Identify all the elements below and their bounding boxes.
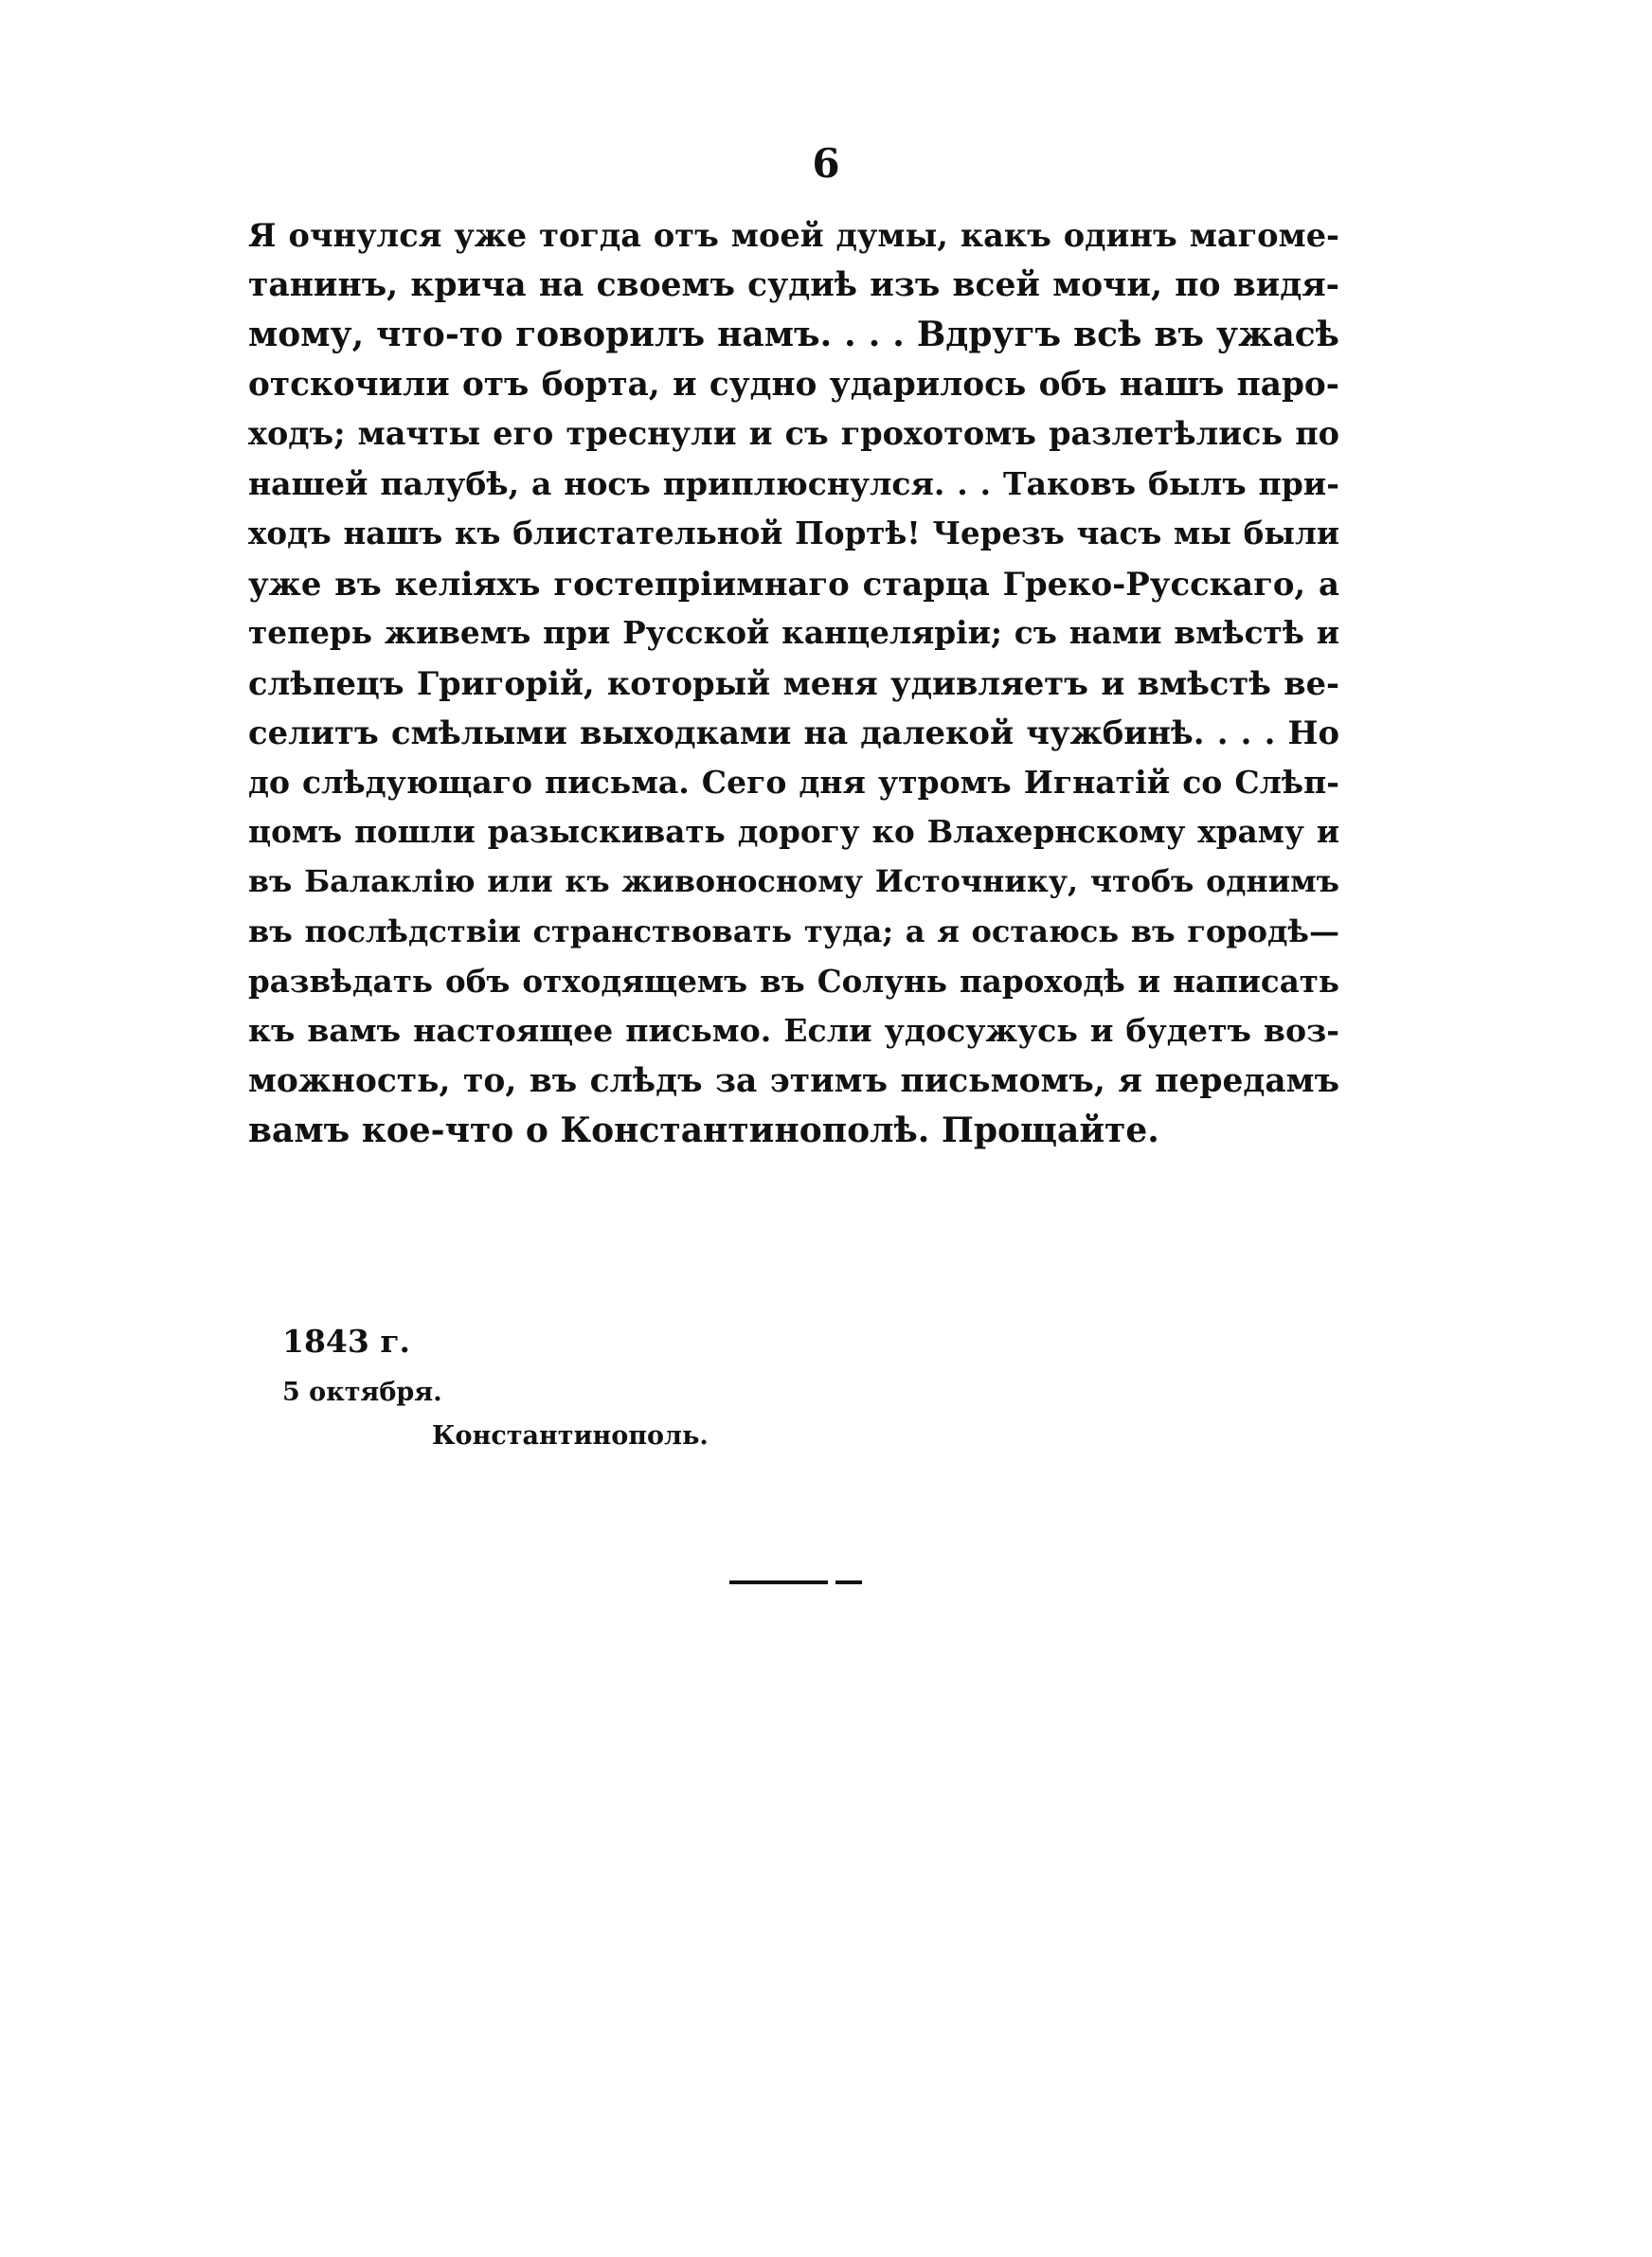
letter-body	[248, 210, 1339, 1156]
body-line: слѣпецъ Григорій, который меня удивляетъ и вмѣстѣ ве-	[248, 663, 1339, 702]
body-line: отскочили отъ борта, и судно ударилось объ нашъ паро-	[248, 365, 1339, 404]
body-line: можность, то, въ слѣдъ за этимъ письмомъ, я передамъ	[248, 1061, 1339, 1100]
body-line: селитъ смѣлыми выходками на далекой чужбинѣ. . . . Но	[248, 713, 1339, 751]
body-line: развѣдать объ отходящемъ въ Солунь пароходѣ и написать	[248, 962, 1339, 1000]
body-line: уже въ келіяхъ гостепріимнаго старца Греко-Русскаго, а	[248, 564, 1339, 603]
body-line: Я очнулся уже тогда отъ моей думы, какъ одинъ магоме-	[248, 216, 1339, 254]
signoff-year: 1843 г.	[282, 1323, 411, 1360]
body-line: ходъ; мачты его треснули и съ грохотомъ разлетѣлись по	[248, 415, 1339, 452]
page-number: 6	[812, 140, 840, 187]
signoff-place: Константинополь.	[432, 1421, 709, 1451]
body-line: мому, что-то говорилъ намъ. . . . Вдругъ всѣ въ ужасѣ	[248, 315, 1339, 354]
body-line: къ вамъ настоящее письмо. Если удосужусь и будетъ воз-	[248, 1012, 1339, 1049]
signoff-date: 5 октября.	[282, 1378, 442, 1407]
body-line: въ Балаклію или къ живоносному Источнику, чтобъ однимъ	[248, 863, 1339, 899]
body-line: танинъ, крича на своемъ судиѣ изъ всей мочи, по видя-	[248, 265, 1339, 304]
body-line: въ послѣдствіи странствовать туда; а я остаюсь въ городѣ—	[248, 913, 1339, 949]
body-line: ходъ нашъ къ блистательной Портѣ! Черезъ часъ мы были	[248, 515, 1339, 551]
body-line: до слѣдующаго письма. Сего дня утромъ Игнатій со Слѣп-	[248, 763, 1339, 801]
body-line-last: вамъ кое-что о Константинополѣ. Прощайте.	[248, 1110, 1159, 1150]
body-line: цомъ пошли разыскивать дорогу ко Влахернскому храму и	[248, 813, 1339, 850]
body-line: нашей палубѣ, а носъ приплюснулся. . . Таковъ былъ при-	[248, 464, 1339, 502]
closing-rule-dash	[835, 1580, 862, 1584]
closing-rule	[729, 1580, 828, 1584]
body-line: теперь живемъ при Русской канцеляріи; съ нами вмѣстѣ и	[248, 614, 1339, 651]
